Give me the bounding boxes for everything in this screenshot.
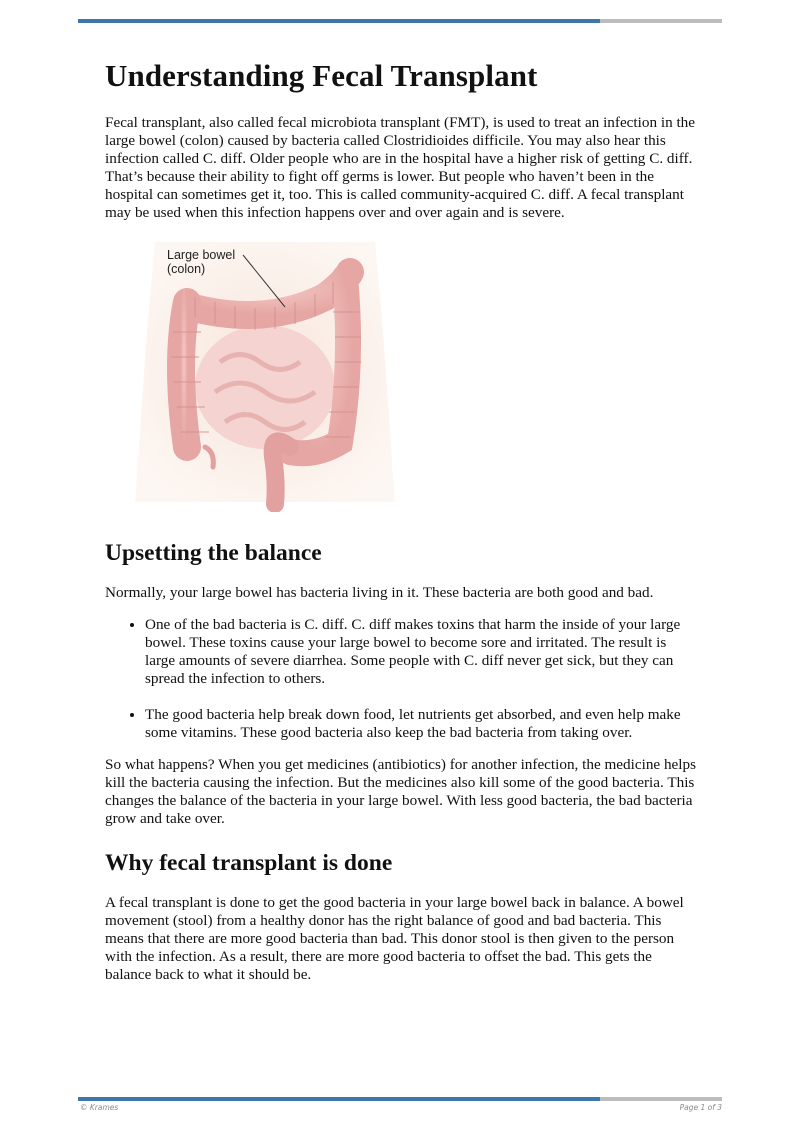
colon-illustration-graphic (125, 242, 405, 512)
document-body (105, 56, 700, 984)
bacteria-bullet-list (105, 616, 700, 742)
footer-progress-bar (78, 1097, 722, 1101)
footer-page-number: Page 1 of 3 (679, 1103, 722, 1112)
ascending-colon (181, 302, 187, 447)
figure-label-line2: (colon) (167, 262, 206, 276)
figure-label (167, 248, 235, 276)
section-title-upsetting-balance: Upsetting the balance (105, 540, 322, 566)
page-title: Understanding Fecal Transplant (105, 58, 538, 93)
header-progress-fill (78, 19, 600, 23)
header-progress-bar (78, 19, 722, 23)
section-paragraph: A fecal transplant is done to get the good bacteria in your large bowel back in balance. A bowel movement (stool) from a healthy donor has the right balance of good and bad bacteria. This means that there are more good bacteria than bad. This donor stool is then given to the person with the infection. As a result, there are more good bacteria to offset the bad. This gets the balance back to what it should be. (105, 894, 684, 983)
section-lead-paragraph: Normally, your large bowel has bacteria living in it. These bacteria are both good and bad. (105, 584, 654, 601)
intro-paragraph: Fecal transplant, also called fecal microbiota transplant (FMT), is used to treat an infection in the large bowel (colon) caused by bacteria called Clostridioides difficile. You may also hear this infection called C. diff. Older people who are in the hospital have a higher risk of getting C. diff. That’s because their ability to fight off germs is lower. But people who haven’t been in the hospital can sometimes get it, too. This is called community-acquired C. diff. A fecal transplant may be used when this infection happens over and over again and is severe. (105, 114, 696, 221)
figure-label-line1: Large bowel (167, 248, 236, 262)
list-item: • The good bacteria help break down food, let nutrients get absorbed, and even help make some vitamins. These good bacteria also keep the bad bacteria from taking over. (145, 706, 700, 742)
section-paragraph: So what happens? When you get medicines (antibiotics) for another infection, the medicine helps kill the bacteria causing the infection. But the medicines also kill some of the good bacteria. This changes the balance of the bacteria in your large bowel. With less good bacteria, the bad bacteria grow and take over. (105, 756, 697, 827)
list-item: • One of the bad bacteria is C. diff. C. diff makes toxins that harm the inside of your large bowel. These toxins cause your large bowel to become sore and irritated. The result is large amounts of severe diarrhea. Some people with C. diff never get sick, but they can spread the infection to others. (145, 616, 700, 688)
small-intestine (195, 325, 335, 449)
footer-copyright: © Krames (80, 1103, 119, 1112)
colon-illustration (125, 242, 405, 512)
footer-progress-fill (78, 1097, 600, 1101)
section-title-why-done: Why fecal transplant is done (105, 850, 393, 876)
